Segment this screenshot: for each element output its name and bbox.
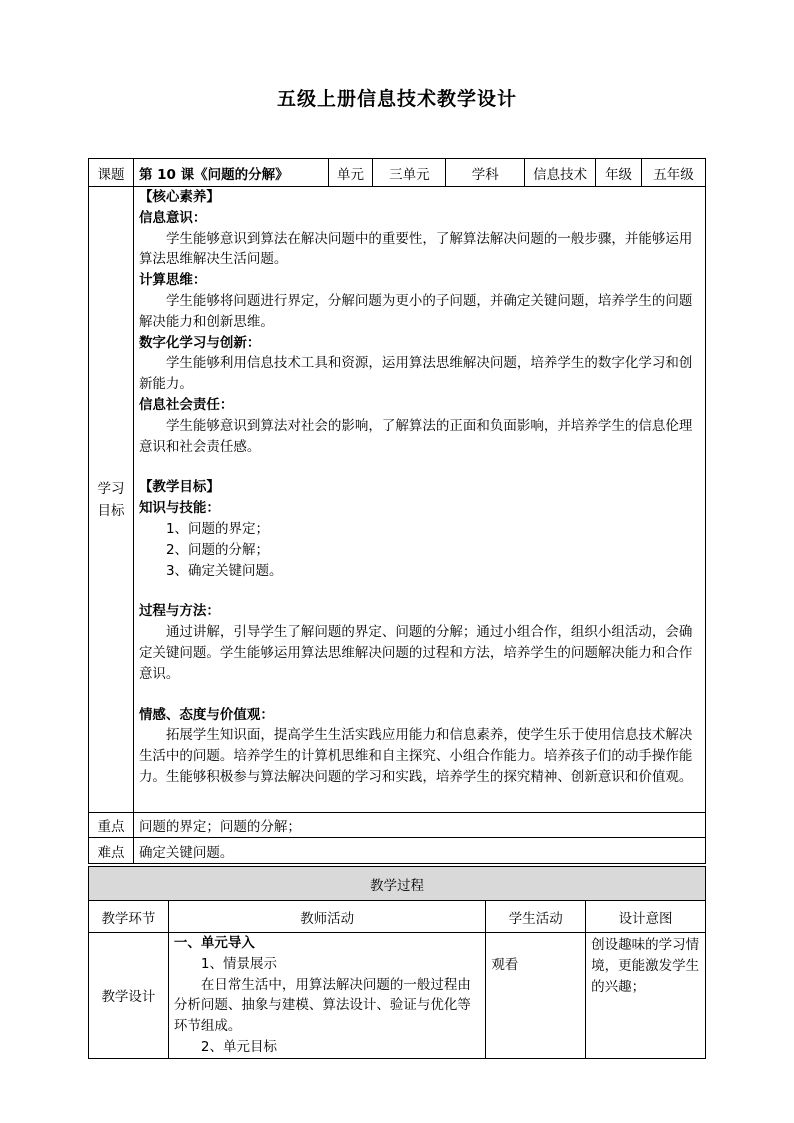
spacer	[139, 685, 700, 705]
subject-value: 信息技术	[525, 159, 596, 187]
objectives-row	[89, 187, 706, 813]
lesson-label: 课题	[89, 159, 134, 187]
spacer	[139, 457, 700, 477]
unit-value: 三单元	[373, 159, 446, 187]
process-header-row	[89, 901, 706, 933]
teaching-goal-heading: 【教学目标】	[138, 479, 220, 496]
teacher-activity-sub: 2、单元目标	[200, 1038, 277, 1055]
objectives-content	[133, 187, 705, 813]
computational-thinking-heading: 计算思维：	[138, 272, 207, 289]
info-awareness-text: 学生能够意识到算法在解决问题中的重要性，了解算法解决问题的一般步骤，并能够运用算法思维解决生活问题。	[138, 230, 693, 268]
grade-label: 年级	[596, 159, 642, 187]
emotion-values-heading: 情感、态度与价值观：	[138, 706, 274, 723]
unit-label: 单元	[328, 159, 373, 187]
design-intent-cell: 创设趣味的学习情境，更能激发学生的兴趣；	[586, 933, 706, 1059]
emotion-values-text: 拓展学生知识面，提高学生生活实践应用能力和信息素养，使学生乐于使用信息技术解决生活中的问题。培养学生的计算机思维和自主探究、小组合作能力。培养孩子们的动手操作能力。生能够积极参与算法解决问题的学习和实践，培养学生的探究精神、创新意识和价值观。	[138, 727, 693, 785]
process-title: 教学过程	[89, 867, 706, 901]
core-competency-heading: 【核心素养】	[138, 189, 220, 205]
lesson-plan-table	[88, 158, 706, 864]
objectives-label-line1: 学习	[97, 480, 125, 497]
difficulties-row	[89, 838, 706, 864]
column-header: 学生活动	[486, 901, 586, 933]
key-points-value: 问题的界定；问题的分解；	[133, 813, 705, 838]
spacer	[139, 581, 700, 601]
computational-thinking-text: 学生能够将问题进行界定，分解问题为更小的子问题，并确定关键问题，培养学生的问题解决能力和创新思维。	[138, 292, 693, 330]
process-row	[89, 933, 706, 1059]
social-responsibility-heading: 信息社会责任：	[138, 396, 234, 413]
column-header: 教学环节	[89, 901, 169, 933]
objectives-label-line2: 目标	[97, 502, 125, 519]
key-points-row	[89, 813, 706, 838]
digital-learning-text: 学生能够利用信息技术工具和资源，运用算法思维解决问题，培养学生的数字化学习和创新能力。	[138, 355, 693, 393]
difficulties-value: 确定关键问题。	[133, 838, 705, 864]
difficulties-label: 难点	[89, 838, 134, 864]
digital-learning-heading: 数字化学习与创新：	[138, 334, 261, 351]
column-header: 教师活动	[168, 901, 485, 933]
stage-cell: 教学设计	[89, 933, 169, 1059]
knowledge-item: 2、问题的分解；	[165, 541, 270, 558]
info-awareness-heading: 信息意识：	[138, 209, 207, 226]
grade-value: 五年级	[642, 159, 706, 187]
subject-label: 学科	[446, 159, 525, 187]
process-method-heading: 过程与方法：	[138, 603, 220, 620]
document-title: 五级上册信息技术教学设计	[276, 88, 517, 110]
lesson-value: 第 10 课《问题的分解》	[133, 159, 328, 187]
teacher-activity-cell	[168, 933, 485, 1059]
social-responsibility-text: 学生能够意识到算法对社会的影响，了解算法的正面和负面影响，并培养学生的信息伦理意识和社会责任感。	[138, 417, 693, 455]
knowledge-item: 3、确定关键问题。	[165, 562, 283, 579]
knowledge-item: 1、问题的界定；	[165, 520, 270, 537]
teacher-activity-sub: 1、情景展示	[200, 955, 277, 972]
process-method-text: 通过讲解，引导学生了解问题的界定、问题的分解；通过小组合作，组织小组活动，会确定关键问题。学生能够运用算法思维解决问题的过程和方法，培养学生的问题解决能力和合作意识。	[138, 624, 693, 682]
process-title-row	[89, 867, 706, 901]
header-row	[89, 159, 706, 187]
knowledge-heading: 知识与技能：	[138, 500, 220, 517]
teacher-activity-text: 在日常生活中，用算法解决问题的一般过程由分析问题、抽象与建模、算法设计、验证与优化等环节组成。	[173, 976, 471, 1035]
teacher-activity-heading: 一、单元导入	[173, 935, 255, 951]
key-points-label: 重点	[89, 813, 134, 838]
student-activity-cell: 观看	[486, 933, 586, 1059]
objectives-label	[89, 187, 134, 813]
teaching-process-table	[88, 866, 706, 1059]
column-header: 设计意图	[586, 901, 706, 933]
